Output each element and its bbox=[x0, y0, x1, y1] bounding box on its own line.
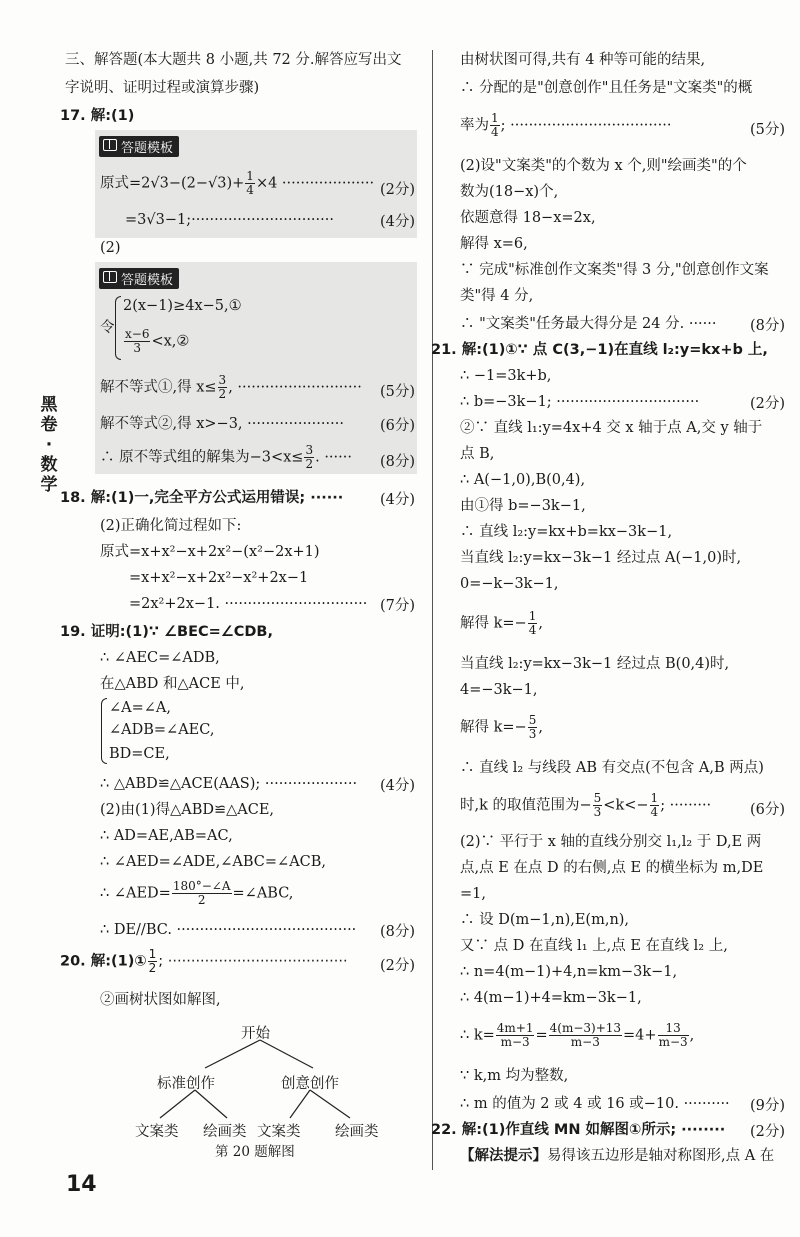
q18-score1: (4分) bbox=[379, 492, 415, 508]
q21-line14: ∴ 直线 l₂ 与线段 AB 有交点(不包含 A,B 两点) bbox=[460, 760, 764, 776]
q22-score1: (2分) bbox=[749, 1124, 785, 1140]
tree-root: 开始 bbox=[241, 1026, 270, 1042]
template-label: 答题模板 bbox=[99, 136, 179, 157]
r-line1: 由树状图可得,共有 4 种等可能的结果, bbox=[460, 52, 706, 68]
q18-heading: 18. 解:(1)一,完全平方公式运用错误; ······ bbox=[60, 490, 344, 506]
tree-edge bbox=[310, 1090, 350, 1118]
q21-line5: ∴ A(−1,0),B(0,4), bbox=[460, 472, 586, 488]
q17-line4: 解不等式②,得 x>−3, ····················· bbox=[100, 416, 344, 432]
q19-score1: (4分) bbox=[379, 778, 415, 794]
q19-brace2: ∠ADB=∠AEC, bbox=[109, 722, 215, 738]
tree-leaf-3: 文案类 bbox=[257, 1124, 301, 1140]
template-label-2: 答题模板 bbox=[99, 268, 179, 289]
tree-leaf-4: 绘画类 bbox=[335, 1124, 379, 1140]
page-number: 14 bbox=[66, 1172, 97, 1197]
q19-line4: (2)由(1)得△ABD≌△ACE, bbox=[100, 802, 275, 818]
q21-line11: 当直线 l₂:y=kx−3k−1 经过点 B(0,4)时, bbox=[460, 656, 730, 672]
r-line2: ∴ 分配的是"创意创作"且任务是"文案类"的概 bbox=[460, 80, 753, 96]
q17-part2: (2) bbox=[100, 240, 121, 256]
q21-score3: (9分) bbox=[749, 1098, 785, 1114]
q21-line17: 点,点 E 在点 D 的右侧,点 E 的横坐标为 m,DE bbox=[460, 860, 764, 876]
q20-score1: (2分) bbox=[379, 958, 415, 974]
q21-score2: (6分) bbox=[749, 802, 785, 818]
r-line8: ∵ 完成"标准创作文案类"得 3 分,"创意创作文案 bbox=[460, 262, 769, 278]
r-line5: 数为(18−x)个, bbox=[460, 184, 559, 200]
q21-line2: ∴ b=−3k−1; ······························· bbox=[460, 394, 700, 410]
q21-line16: (2)∵ 平行于 x 轴的直线分别交 l₁,l₂ 于 D,E 两 bbox=[460, 834, 762, 850]
tree-edge bbox=[205, 1040, 260, 1068]
q20-line1: ②画树状图如解图, bbox=[100, 992, 221, 1008]
tree-edge bbox=[260, 1040, 313, 1068]
column-divider bbox=[432, 50, 433, 1170]
q21-line21: ∴ n=4(m−1)+4,n=km−3k−1, bbox=[460, 964, 678, 980]
q19-heading: 19. 证明:(1)∵ ∠BEC=∠CDB, bbox=[60, 624, 273, 640]
q19-line7: ∴ ∠AED= $\frac{180^\circ-\angle A}{2}$ =∠ABC, bbox=[100, 879, 294, 907]
q18-line3: =x+x²−x+2x²−x²+2x−1 bbox=[129, 570, 309, 586]
q18-line4: =2x²+2x−1. ······························· bbox=[129, 596, 368, 612]
tree-edge bbox=[290, 1090, 310, 1118]
q22-heading: 22. 解:(1)作直线 MN 如解图①所示; ········ bbox=[431, 1122, 726, 1138]
q17-line1: 原式=2√3−(2−√3)+ $\frac{1}{4}$ ×4 ···················· bbox=[100, 169, 375, 197]
q17-sys-prefix: 令 bbox=[100, 320, 115, 336]
q21-line6: 由①得 b=−3k−1, bbox=[460, 498, 586, 514]
q21-line9: 0=−k−3k−1, bbox=[460, 576, 559, 592]
tree-mid-2: 创意创作 bbox=[281, 1076, 339, 1092]
q19-line8: ∴ DE//BC. ······································· bbox=[100, 922, 357, 938]
q17-line3: 解不等式①,得 x≤ $\frac{3}{2}$ , ··························· bbox=[100, 373, 362, 401]
q19-line2: 在△ABD 和△ACE 中, bbox=[100, 676, 245, 692]
q21-heading: 21. 解:(1)①∵ 点 C(3,−1)在直线 l₂:y=kx+b 上, bbox=[431, 342, 768, 358]
q21-line8: 当直线 l₂:y=kx−3k−1 经过点 A(−1,0)时, bbox=[460, 550, 742, 566]
tree-edge bbox=[195, 1090, 227, 1118]
q20-heading: 20. 解:(1)① $\frac{1}{2}$ ; ······································· bbox=[60, 947, 348, 975]
q17-line5: ∴ 原不等式组的解集为−3<x≤ $\frac{3}{2}$ . ······ bbox=[100, 443, 352, 471]
q17-score1: (2分) bbox=[379, 182, 415, 198]
r-score1: (5分) bbox=[749, 122, 785, 138]
r-line10: ∴ "文案类"任务最大得分是 24 分. ······ bbox=[460, 316, 717, 332]
q21-line13: 解得 k=− $\frac{5}{3}$ , bbox=[460, 713, 543, 741]
q21-line12: 4=−3k−1, bbox=[460, 682, 538, 698]
r-line4: (2)设"文案类"的个数为 x 个,则"绘画类"的个 bbox=[460, 158, 747, 174]
tree-caption: 第 20 题解图 bbox=[215, 1144, 295, 1160]
sidebar-label: 黑卷·数学 bbox=[40, 395, 58, 495]
q17-heading: 17. 解:(1) bbox=[60, 108, 135, 124]
tree-diagram-lines bbox=[65, 0, 415, 1237]
r-score2: (8分) bbox=[749, 318, 785, 334]
tree-mid-1: 标准创作 bbox=[157, 1076, 215, 1092]
q17-score3: (5分) bbox=[379, 384, 415, 400]
section-heading-2: 字说明、证明过程或演算步骤) bbox=[65, 80, 260, 96]
q17-sys1: 2(x−1)≥4x−5,① bbox=[123, 298, 242, 314]
q18-line2: 原式=x+x²−x+2x²−(x²−2x+1) bbox=[100, 544, 320, 560]
q17-score2: (4分) bbox=[379, 214, 415, 230]
r-line9: 类"得 4 分, bbox=[460, 288, 534, 304]
q19-brace1: ∠A=∠A, bbox=[109, 700, 172, 716]
section-heading: 三、解答题(本大题共 8 小题,共 72 分.解答应写出文 bbox=[65, 52, 402, 68]
q18-score2: (7分) bbox=[379, 598, 415, 614]
q21-line25: ∴ m 的值为 2 或 4 或 16 或−10. ·········· bbox=[460, 1096, 730, 1112]
r-line7: 解得 x=6, bbox=[460, 236, 528, 252]
q21-line22: ∴ 4(m−1)+4=km−3k−1, bbox=[460, 990, 642, 1006]
q19-score2: (8分) bbox=[379, 924, 415, 940]
q21-line24: ∵ k,m 均为整数, bbox=[460, 1068, 569, 1084]
q17-line2: =3√3−1;······························· bbox=[125, 212, 334, 228]
q21-line10: 解得 k=− $\frac{1}{4}$ , bbox=[460, 609, 543, 637]
r-line6: 依题意得 18−x=2x, bbox=[460, 210, 596, 226]
q19-brace3: BD=CE, bbox=[109, 746, 170, 762]
q19-line3: ∴ △ABD≌△ACE(AAS); ···················· bbox=[100, 776, 358, 792]
tree-leaf-1: 文案类 bbox=[135, 1124, 179, 1140]
q21-line7: ∴ 直线 l₂:y=kx+b=kx−3k−1, bbox=[460, 524, 673, 540]
q21-score1: (2分) bbox=[749, 396, 785, 412]
r-line3: 率为 $\frac{1}{4}$ ; ··································· bbox=[460, 111, 672, 139]
q22-hint: 【解法提示】易得该五边形是轴对称图形,点 A 在 bbox=[460, 1148, 775, 1164]
q18-line1: (2)正确化简过程如下: bbox=[100, 518, 242, 534]
q19-line1: ∴ ∠AEC=∠ADB, bbox=[100, 650, 220, 666]
q21-line1: ∴ −1=3k+b, bbox=[460, 368, 552, 384]
q17-score5: (8分) bbox=[379, 454, 415, 470]
q19-line5: ∴ AD=AE,AB=AC, bbox=[100, 828, 233, 844]
tree-leaf-2: 绘画类 bbox=[203, 1124, 247, 1140]
q19-line6: ∴ ∠AED=∠ADE,∠ABC=∠ACB, bbox=[100, 854, 327, 870]
q21-line4: 点 B, bbox=[460, 446, 495, 462]
tree-edge bbox=[160, 1090, 195, 1118]
q21-line3: ②∵ 直线 l₁:y=4x+4 交 x 轴于点 A,交 y 轴于 bbox=[460, 420, 763, 436]
q17-score4: (6分) bbox=[379, 418, 415, 434]
q17-sys2: $\frac{x-6}{3}$ <x,② bbox=[125, 327, 190, 355]
q21-line23: ∴ k= $\frac{4m+1}{m-3}$ = $\frac{4(m-3)+13}{m-3}$ =4+ $\frac{13}{m-3}$ , bbox=[460, 1021, 695, 1049]
q21-line15: 时,k 的取值范围为− $\frac{5}{3}$ <k<− $\frac{1}{4}$ ; ········· bbox=[460, 791, 712, 819]
q21-line19: ∴ 设 D(m−1,n),E(m,n), bbox=[460, 912, 630, 928]
q21-line20: 又∵ 点 D 在直线 l₁ 上,点 E 在直线 l₂ 上, bbox=[460, 938, 728, 954]
q21-line18: =1, bbox=[460, 886, 486, 902]
